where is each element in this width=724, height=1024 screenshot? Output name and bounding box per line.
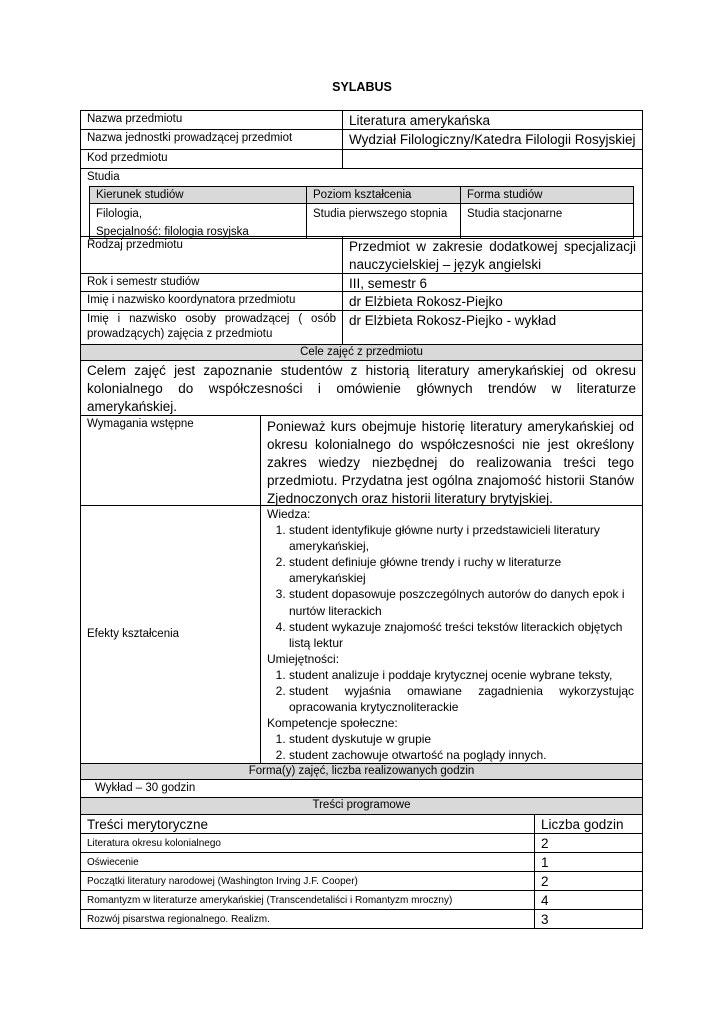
label-jednostka: Nazwa jednostki prowadzącej przedmiot [87, 132, 293, 144]
value-poziom: Studia pierwszego stopnia [306, 204, 460, 238]
row-koordynator [80, 292, 643, 311]
tresci-row [80, 891, 643, 910]
tresci-topic: Literatura okresu kolonialnego [87, 838, 221, 849]
umiejetnosci-list [267, 667, 634, 715]
kompetencje-item: 1. student dyskutuje w grupie [289, 731, 634, 747]
wiedza-item: 4. student wykazuje znajomość treści tekstów literackich objętych listą lektur [289, 619, 634, 651]
row-rodzaj [80, 237, 643, 274]
kompetencje-item: 2. student zachowuje otwartość na poglądy innych. [289, 747, 634, 763]
kierunek-line-2: Specjalność: filologia rosyjska [96, 226, 249, 238]
row-efekty [80, 506, 643, 764]
value-koordynator: dr Elżbieta Rokosz-Piejko [342, 292, 642, 310]
tresci-hours: 3 [534, 910, 642, 928]
wiedza-list [267, 522, 634, 651]
tresci-hours: 2 [534, 834, 642, 852]
value-jednostka: Wydział Filologiczny/Katedra Filologii Rosyjskiej [342, 130, 642, 149]
tresci-row [80, 872, 643, 891]
tresci-hours: 2 [534, 872, 642, 890]
cele-header: Cele zajęć z przedmiotu [300, 346, 423, 358]
forma-zajec-value: Wykład – 30 godzin [95, 782, 196, 794]
label-studia: Studia [87, 171, 120, 183]
wiedza-item: 3. student dopasowuje poszczególnych autorów do danych epok i nurtów literackich [289, 586, 634, 618]
label-rodzaj: Rodzaj przedmiotu [87, 239, 183, 251]
wiedza-label: Wiedza: [267, 507, 311, 521]
label-kod: Kod przedmiotu [87, 152, 168, 164]
forma-zajec-header-row [80, 764, 643, 780]
cele-text: Celem zajęć jest zapoznanie studentów z historią literatury amerykańskiej od okresu kolonialnego do współczesności i omówienie głównych trendów w literaturze amerykańskiej. [87, 363, 636, 414]
syllabus-table [80, 110, 643, 929]
tresci-topic: Romantyzm w literaturze amerykańskiej (Transcendetaliści i Romantyzm mroczny) [87, 895, 453, 906]
row-studia [80, 169, 643, 237]
row-prowadzacy [80, 311, 643, 345]
studia-header-row [90, 187, 633, 203]
header-kierunek: Kierunek studiów [96, 189, 184, 201]
cele-text-row [80, 361, 643, 416]
tresci-topic: Oświecenie [87, 857, 139, 868]
wiedza-item: 1. student identyfikuje główne nurty i przedstawicieli literatury amerykańskiej, [289, 522, 634, 554]
tresci-topic: Rozwój pisarstwa regionalnego. Realizm. [87, 914, 270, 925]
tresci-topic: Początki literatury narodowej (Washington Irving J.F. Cooper) [87, 876, 358, 887]
umiejetnosci-label: Umiejętności: [267, 651, 340, 666]
label-nazwa-przedmiotu: Nazwa przedmiotu [87, 113, 183, 125]
tresci-header: Treści programowe [312, 799, 411, 811]
value-kod [342, 150, 642, 168]
tresci-row [80, 834, 643, 853]
row-nazwa-przedmiotu [80, 110, 643, 130]
kierunek-line-1: Filologia, [96, 208, 143, 220]
row-rok-semestr [80, 274, 643, 292]
tresci-column-headers [80, 815, 643, 834]
forma-zajec-header: Forma(y) zajęć, liczba realizowanych godzin [248, 765, 475, 777]
value-prowadzacy: dr Elżbieta Rokosz-Piejko - wykład [342, 311, 642, 344]
umiejetnosci-item: 1. student analizuje i poddaje krytycznej ocenie wybrane teksty, [289, 667, 634, 683]
header-forma: Forma studiów [460, 187, 633, 203]
value-rok-semestr: III, semestr 6 [342, 274, 642, 291]
document-title: SYLABUS [332, 80, 392, 94]
row-kod [80, 150, 643, 169]
row-wymagania [80, 416, 643, 506]
umiejetnosci-item: 2. student wyjaśnia omawiane zagadnienia wykorzystując opracowania krytycznoliterackie [289, 683, 634, 715]
value-nazwa-przedmiotu: Literatura amerykańska [342, 111, 642, 129]
label-prowadzacy: Imię i nazwisko osoby prowadzącej ( osób prowadzących) zajęcia z przedmiotu [87, 313, 336, 340]
tresci-hours: 1 [534, 853, 642, 871]
value-forma: Studia stacjonarne [460, 204, 633, 238]
tresci-header-row [80, 798, 643, 815]
tresci-hours: 4 [534, 891, 642, 909]
value-wymagania: Ponieważ kurs obejmuje historię literatury amerykańskiej od okresu kolonialnego do współczesności nie jest określony zakres wiedzy niezbędnej do realizowania treści tego przedmiotu. Przydatna jest ogólna znajomość historii Stanów Zjednoczonych oraz historii literatury brytyjskiej. [260, 416, 642, 505]
label-koordynator: Imię i nazwisko koordynatora przedmiotu [87, 294, 296, 306]
label-efekty: Efekty kształcenia [87, 628, 180, 640]
cele-header-row [80, 345, 643, 361]
tresci-col-hours: Liczba godzin [534, 815, 642, 833]
forma-zajec-row [80, 780, 643, 798]
studia-value-row [90, 203, 633, 238]
label-rok-semestr: Rok i semestr studiów [87, 276, 200, 288]
tresci-row [80, 853, 643, 872]
row-jednostka [80, 130, 643, 150]
value-efekty [260, 506, 642, 763]
value-rodzaj: Przedmiot w zakresie dodatkowej specjalizacji nauczycielskiej – język angielski [342, 237, 642, 273]
tresci-col-topic: Treści merytoryczne [87, 817, 209, 832]
kompetencje-list [267, 731, 634, 763]
wiedza-item: 2. student definiuje główne trendy i ruchy w literaturze amerykańskiej [289, 554, 634, 586]
value-kierunek [90, 204, 306, 238]
header-poziom: Poziom kształcenia [306, 187, 460, 203]
kompetencje-label: Kompetencje społeczne: [267, 716, 398, 731]
tresci-row [80, 910, 643, 929]
studia-table [89, 186, 634, 239]
label-wymagania: Wymagania wstępne [87, 418, 194, 430]
